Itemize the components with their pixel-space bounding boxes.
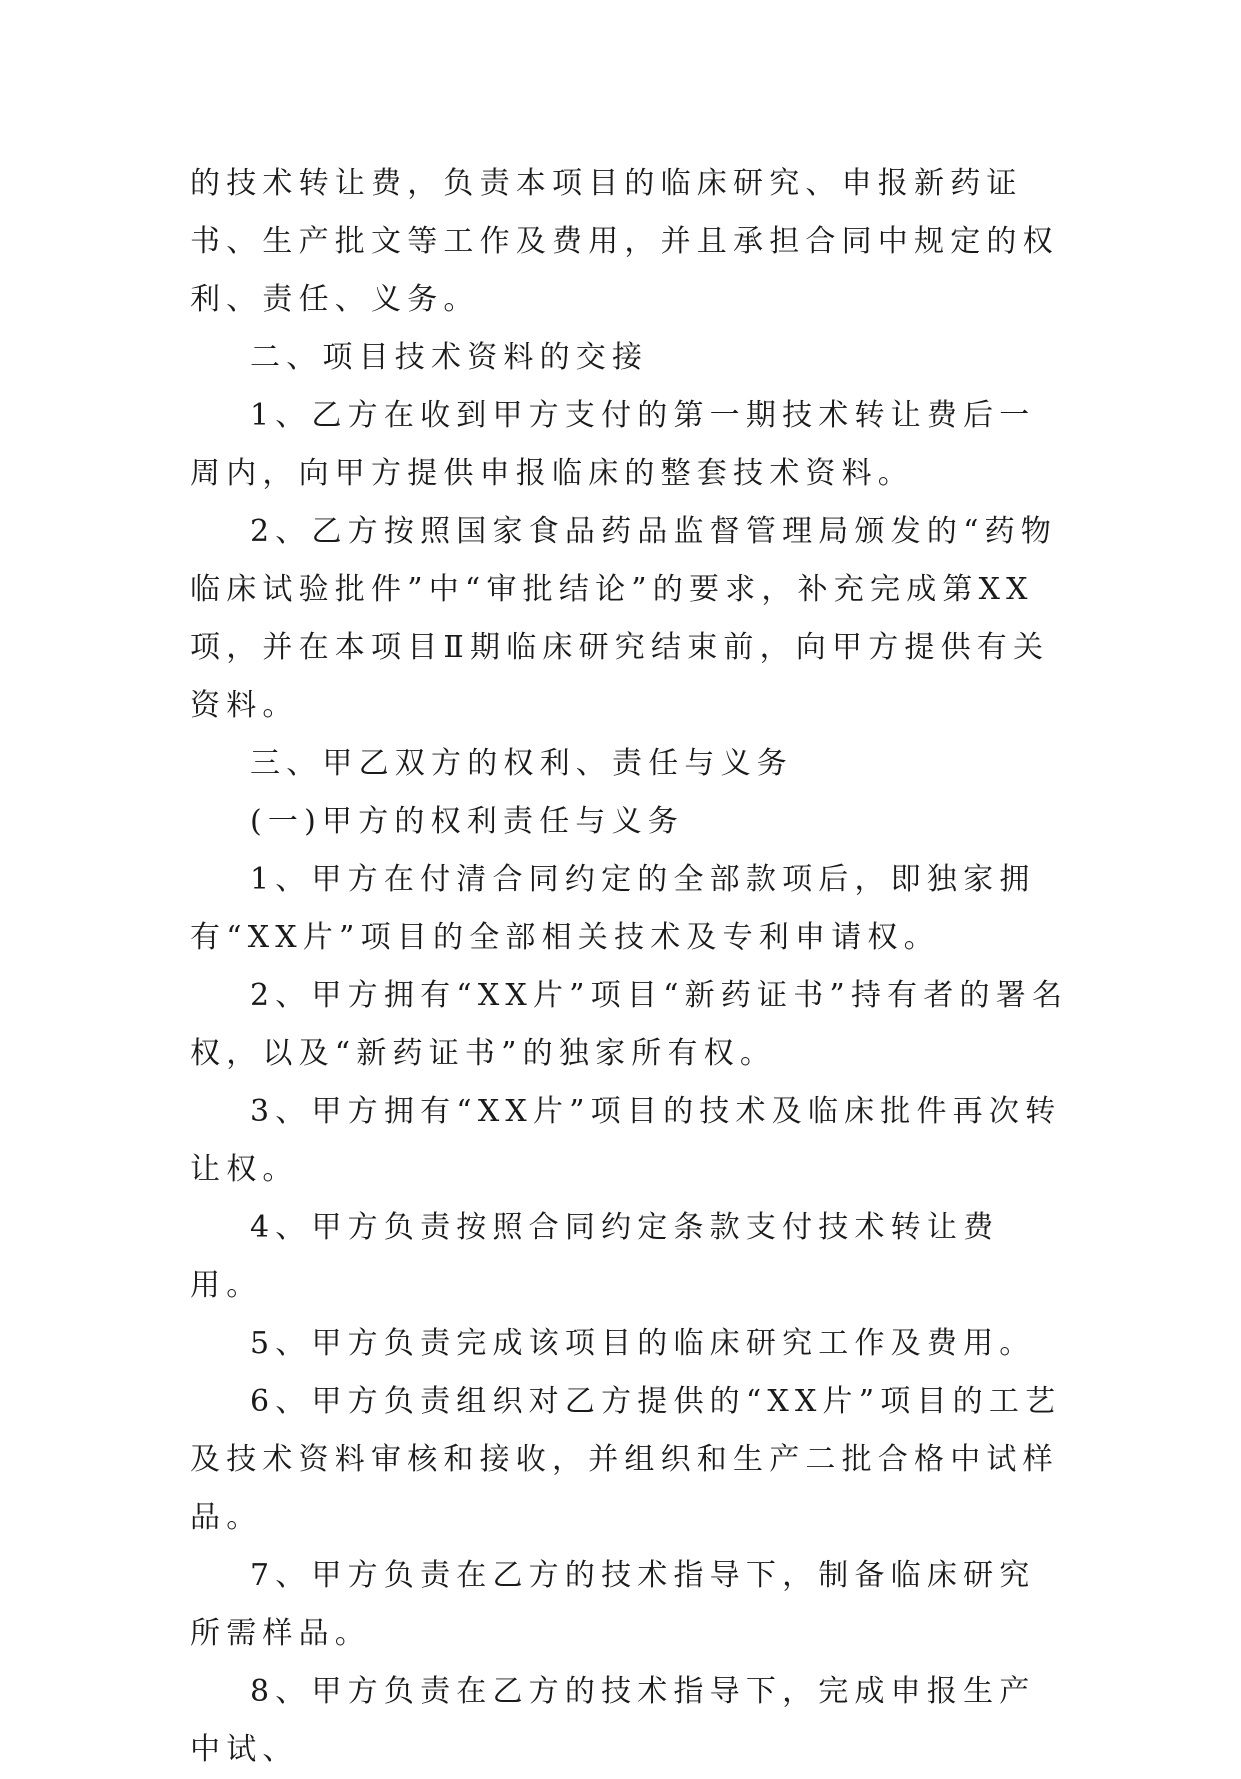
paragraph: 2、甲方拥有“XX片”项目“新药证书”持有者的署名权，以及“新药证书”的独家所有权。: [190, 978, 1069, 1071]
paragraph: 7、甲方负责在乙方的技术指导下，制备临床研究所需样品。: [190, 1558, 1036, 1651]
document-body: [190, 155, 1070, 1779]
paragraph: 1、乙方在收到甲方支付的第一期技术转让费后一周内，向甲方提供申报临床的整套技术资料。: [190, 398, 1036, 491]
section-heading: 二、项目技术资料的交接: [250, 340, 649, 375]
paragraph: 3、甲方拥有“XX片”项目的技术及临床批件再次转让权。: [190, 1094, 1062, 1187]
subsection-heading: (一)甲方的权利责任与义务: [250, 804, 685, 839]
section-heading: 三、甲乙双方的权利、责任与义务: [250, 746, 793, 781]
paragraph: 8、甲方负责在乙方的技术指导下，完成申报生产中试、: [190, 1674, 1036, 1767]
paragraph: 6、甲方负责组织对乙方提供的“XX片”项目的工艺及技术资料审核和接收，并组织和生产二批合格中试样品。: [190, 1384, 1062, 1535]
paragraph: 的技术转让费，负责本项目的临床研究、申报新药证书、生产批文等工作及费用，并且承担合同中规定的权利、责任、义务。: [190, 166, 1059, 317]
paragraph: 5、甲方负责完成该项目的临床研究工作及费用。: [250, 1326, 1036, 1361]
paragraph: 1、甲方在付清合同约定的全部款项后，即独家拥有“XX片”项目的全部相关技术及专利申请权。: [190, 862, 1036, 955]
paragraph: 4、甲方负责按照合同约定条款支付技术转让费用。: [190, 1210, 1000, 1303]
paragraph: 2、乙方按照国家食品药品监督管理局颁发的“药物临床试验批件”中“审批结论”的要求，补充完成第XX项，并在本项目Ⅱ期临床研究结束前，向甲方提供有关资料。: [190, 514, 1058, 723]
